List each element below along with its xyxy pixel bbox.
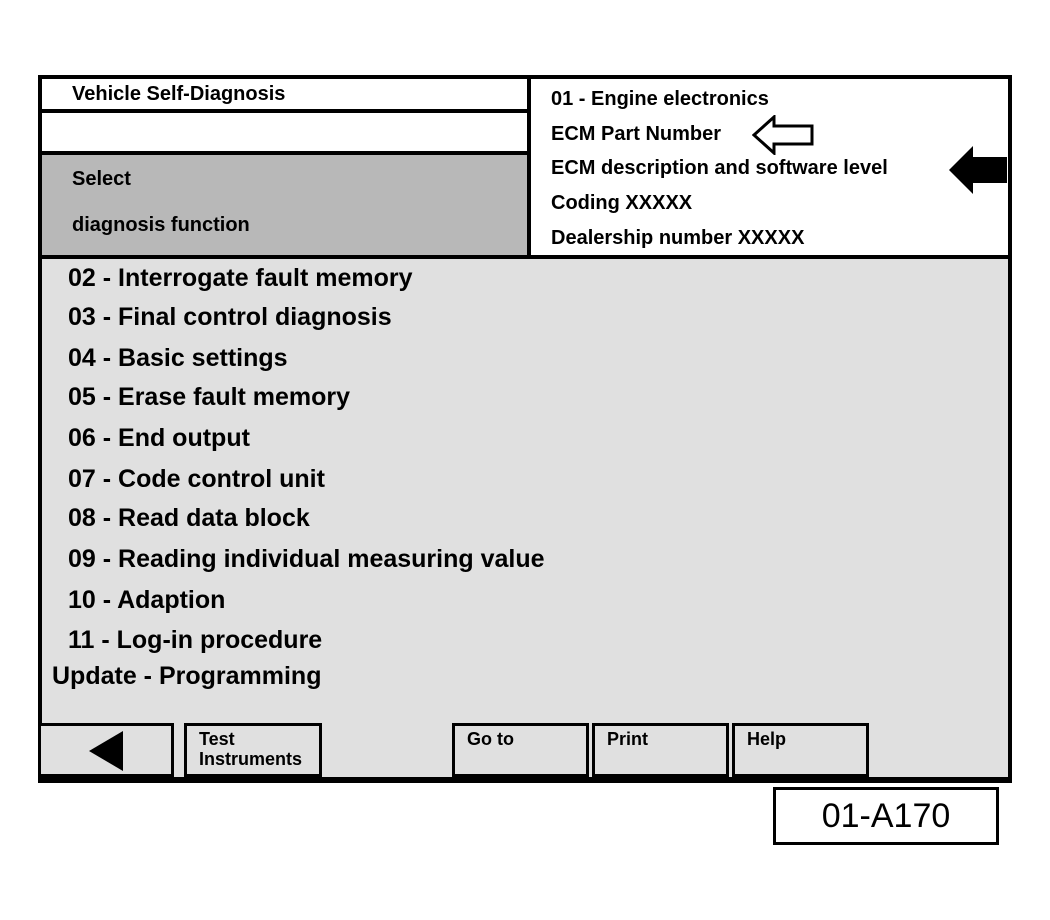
go-to-button[interactable] (452, 723, 589, 777)
info-ecm-description: ECM description and software level (551, 157, 888, 179)
info-ecm-part-number: ECM Part Number (551, 123, 722, 145)
menu-item-log-in-procedure[interactable]: 11 - Log-in procedure (68, 626, 323, 654)
instruction-area (42, 155, 529, 255)
menu-item-update-programming[interactable]: Update - Programming (52, 662, 322, 690)
menu-item-basic-settings[interactable]: 04 - Basic settings (68, 344, 288, 372)
back-button[interactable] (38, 723, 174, 777)
window-title: Vehicle Self-Diagnosis (72, 83, 286, 105)
menu-item-interrogate-fault-memory[interactable]: 02 - Interrogate fault memory (68, 264, 413, 292)
menu-item-code-control-unit[interactable]: 07 - Code control unit (68, 465, 325, 493)
print-label: Print (607, 729, 649, 749)
help-label: Help (747, 729, 787, 749)
test-instruments-button[interactable] (184, 723, 322, 777)
test-instruments-label: Test Instruments (199, 729, 303, 769)
solid-arrow-left-icon (947, 144, 1007, 196)
info-engine-electronics: 01 - Engine electronics (551, 88, 769, 110)
outline-arrow-left-icon (752, 115, 816, 155)
help-button[interactable] (732, 723, 869, 777)
instruction-line-2: diagnosis function (72, 214, 250, 236)
menu-item-final-control-diagnosis[interactable]: 03 - Final control diagnosis (68, 303, 392, 331)
diagnosis-window (38, 75, 1012, 783)
info-coding: Coding XXXXX (551, 192, 693, 214)
print-button[interactable] (592, 723, 729, 777)
info-dealership-number: Dealership number XXXXX (551, 227, 805, 249)
figure-label: 01-A170 (773, 787, 999, 845)
title-bar (42, 79, 529, 113)
menu-item-erase-fault-memory[interactable]: 05 - Erase fault memory (68, 383, 351, 411)
go-to-label: Go to (467, 729, 514, 749)
menu-item-read-data-block[interactable]: 08 - Read data block (68, 504, 310, 532)
menu-item-end-output[interactable]: 06 - End output (68, 424, 250, 452)
header-bottom-divider (42, 255, 1008, 259)
menu-item-adaption[interactable]: 10 - Adaption (68, 586, 226, 614)
ecu-info-panel (531, 79, 1008, 255)
menu-item-reading-individual-measuring-value[interactable]: 09 - Reading individual measuring value (68, 545, 545, 573)
header-left-panel (42, 79, 529, 255)
instruction-line-1: Select (72, 168, 131, 190)
triangle-left-icon (87, 729, 125, 773)
blank-field (42, 113, 529, 155)
toolbar-bottom-divider (42, 777, 1008, 780)
